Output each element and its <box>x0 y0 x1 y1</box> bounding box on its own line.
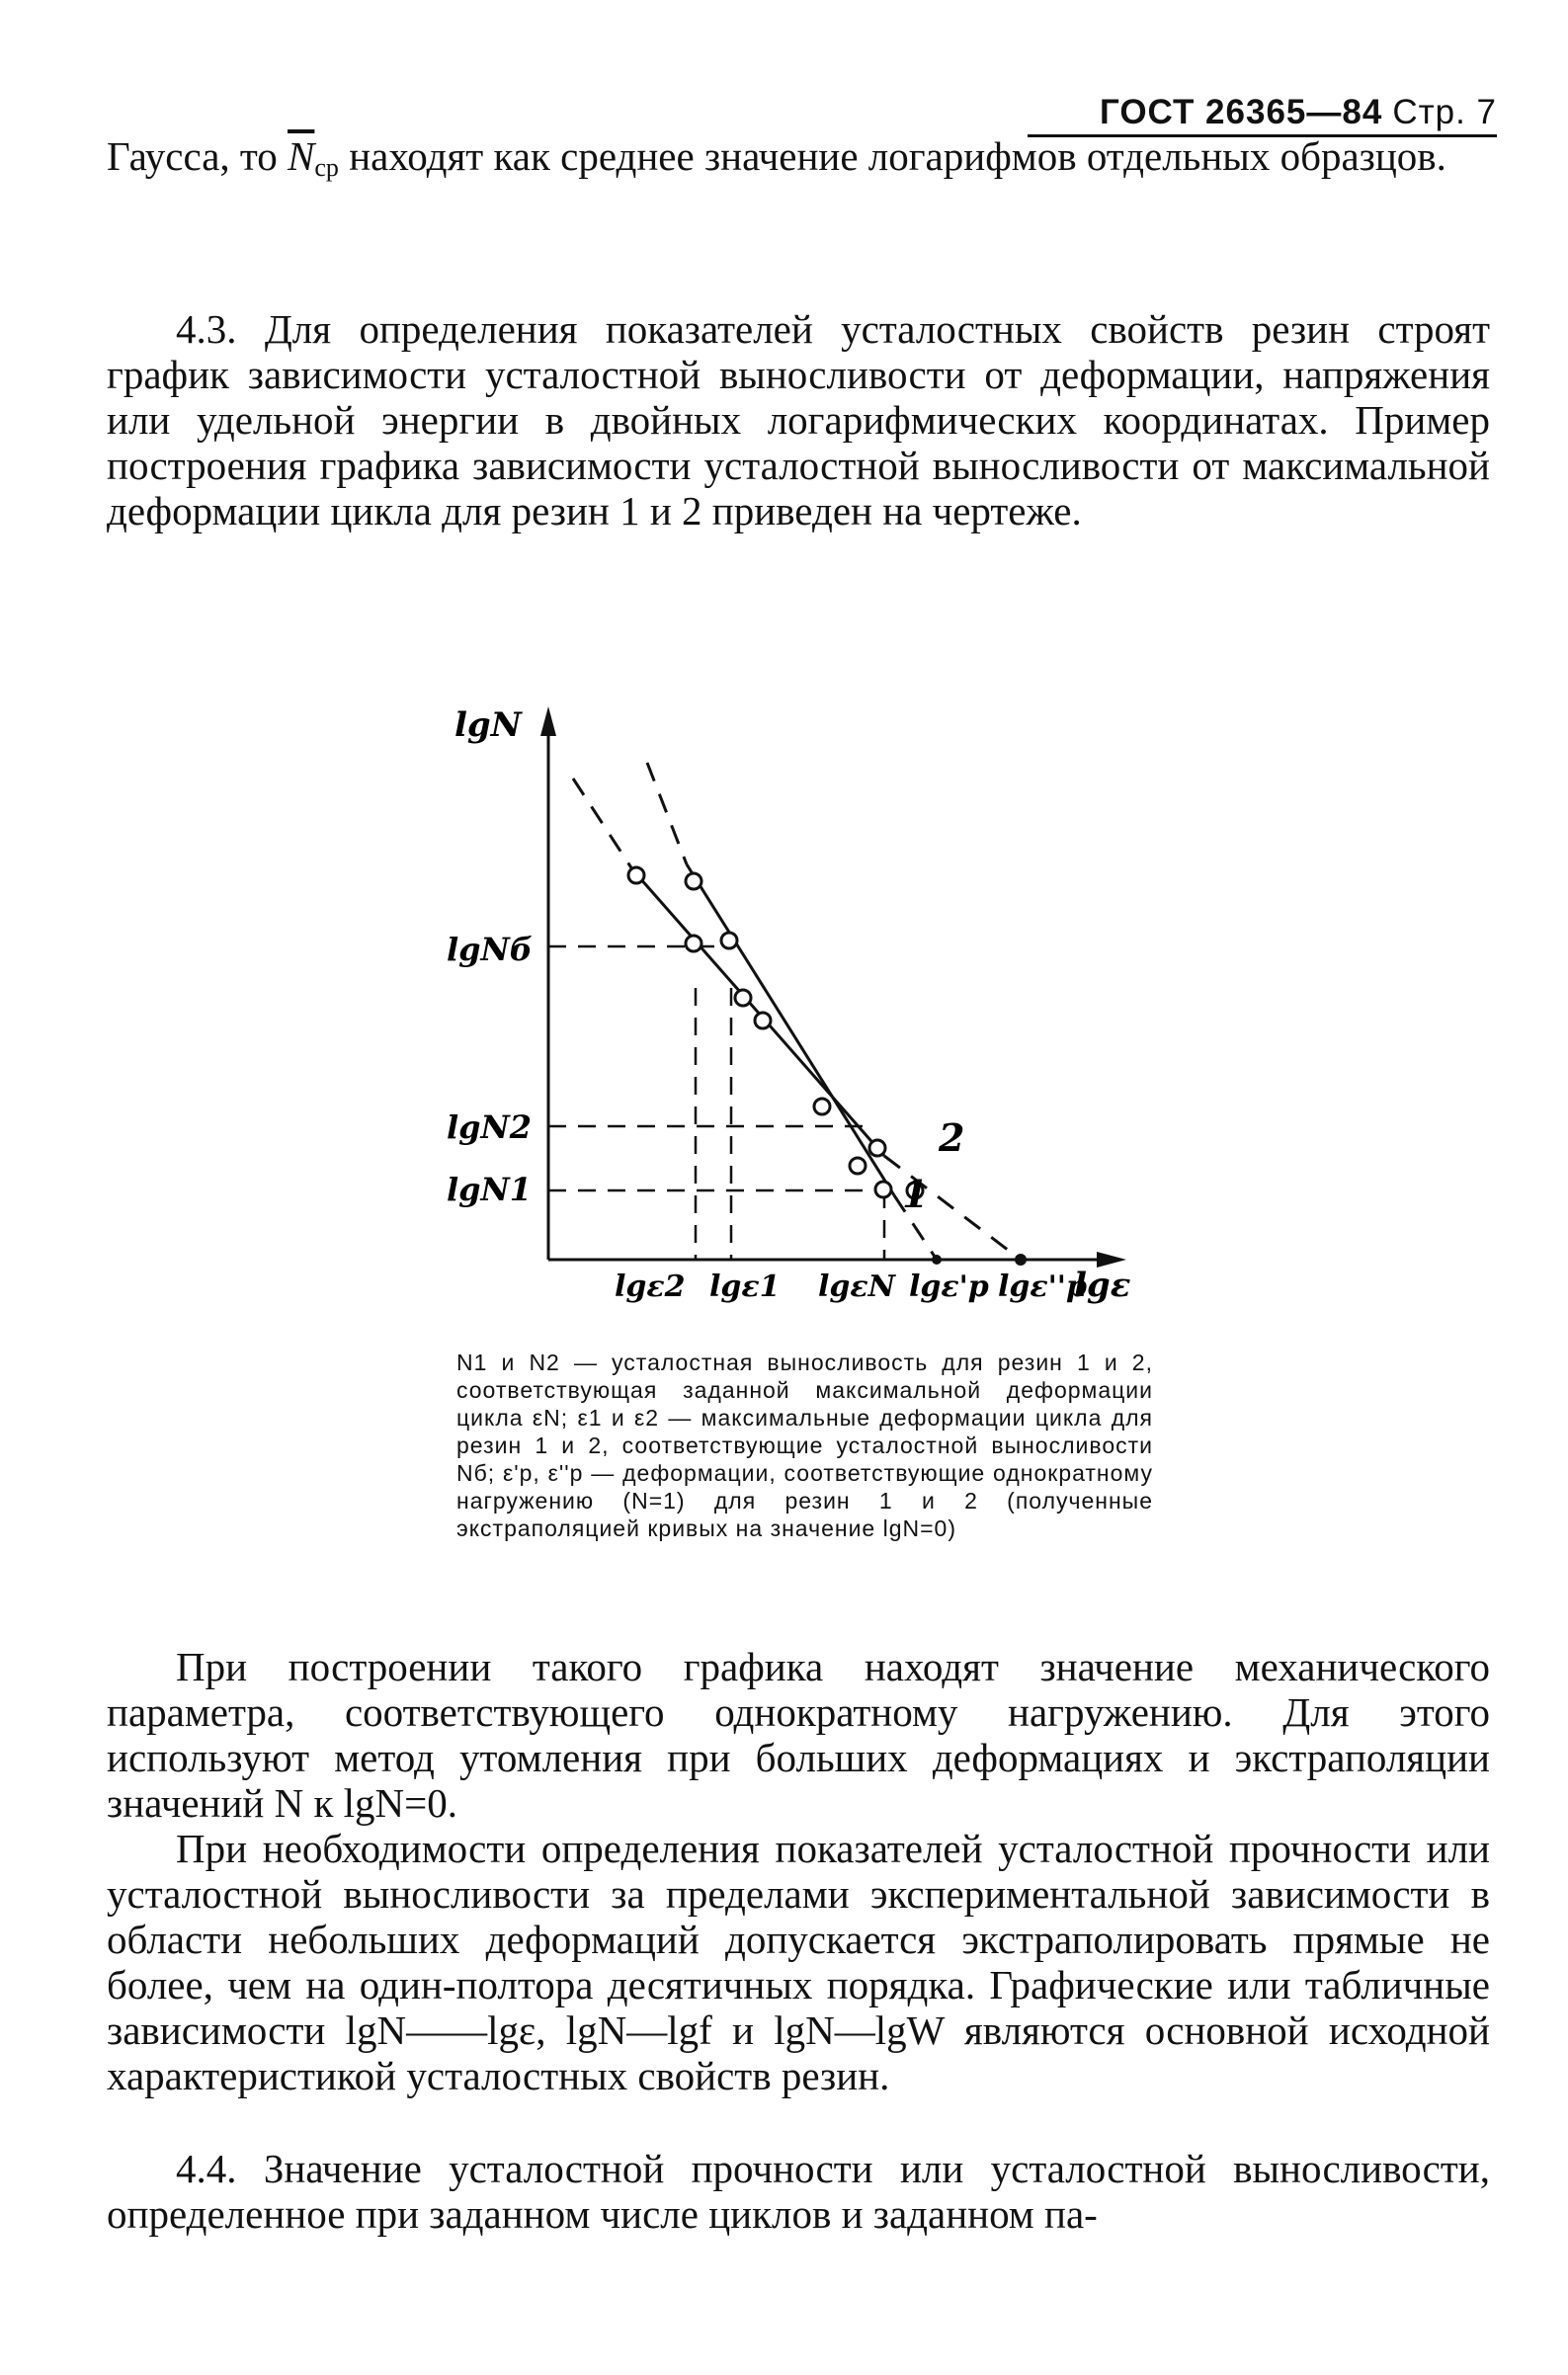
point-curve-2 <box>686 936 701 951</box>
point-curve-1 <box>735 990 751 1006</box>
paragraph-4-3: 4.3. Для определения показателей усталостных свойств резин строят график зависимости усталостной выносливости от деформации, напряжения или удельной энергии в двойных логарифмических координатах. Пример построения графика зависимости усталостной выносливости от максимальной деформации цикла для резин 1 и 2 приведен на чертеже. <box>107 306 1490 533</box>
point-curve-1 <box>850 1158 866 1174</box>
paragraph-1: Гаусса, то $\overline{N}_{ср}$ находят как среднее значение логарифмов отдельных образцов. <box>107 133 1446 182</box>
point-curve-2-intercept <box>1015 1254 1027 1266</box>
n-mean-symbol: $\overline{N}$ <box>288 133 315 179</box>
point-curve-1 <box>686 873 701 889</box>
curve-label-1: 1 <box>902 1172 929 1216</box>
x-tick-lgeN: lgεN <box>818 1269 896 1304</box>
point-curve-1 <box>875 1182 891 1197</box>
curve-1 <box>687 864 894 1195</box>
curve-2-extrapolation-top <box>573 778 632 869</box>
point-curve-2 <box>628 867 644 883</box>
y-tick-lgN2: lgN2 <box>447 1108 533 1146</box>
curve-1-extrapolation-top <box>647 763 687 864</box>
y-tick-lgN1: lgN1 <box>447 1171 533 1208</box>
paragraph-extrapolation: При построении такого графика находят значение механического параметра, соответствующего однократному нагружению. Для этого используют метод утомления при больших деформациях и экстраполяции значений N к lgN=0. <box>107 1644 1490 1826</box>
x-tick-lgep1: lgε'p <box>909 1269 989 1304</box>
point-curve-2 <box>869 1140 885 1156</box>
y-tick-lgNb: lgNб <box>447 931 533 968</box>
page-number: Стр. 7 <box>1392 93 1497 131</box>
x-tick-lge2: lgε2 <box>615 1269 686 1304</box>
x-tick-lge1: lgε1 <box>709 1269 781 1304</box>
y-axis-arrow <box>540 706 556 736</box>
page-header <box>1028 93 1497 137</box>
point-curve-1-intercept <box>932 1255 942 1265</box>
guide-lines <box>548 946 884 1260</box>
fatigue-graph <box>395 692 1205 1344</box>
point-curve-1 <box>814 1099 830 1114</box>
standard-number: ГОСТ 26365—84 <box>1099 93 1383 131</box>
point-curve-2 <box>755 1013 771 1028</box>
figure-caption: N1 и N2 — усталостная выносливость для резин 1 и 2, соответствующая заданной максимальной деформации цикла εN; ε1 и ε2 — максимальные деформации цикла для резин 1 и 2, соответствующие усталостной выносливости Nб; ε'p, ε''p — деформации, соответствующие однократному нагружению (N=1) для резин 1 и 2 (полученные экстраполяцией кривых на значение lgN=0) <box>456 1350 1153 1541</box>
curve-label-2: 2 <box>939 1115 965 1160</box>
x-tick-lgep2: lgε''p <box>998 1269 1087 1304</box>
paragraph-extrapolation-limits: При необходимости определения показателей усталостной прочности или усталостной выносливости за пределами экспериментальной зависимости в области небольших деформаций допускается экстраполировать прямые не более, чем на один-полтора десятичных порядка. Графические или табличные зависимости lgN——lgε, lgN—lgf и lgN—lgW являются основной исходной характеристикой усталостных свойств резин. <box>107 1826 1490 2098</box>
y-axis-label: lgN <box>454 705 522 745</box>
point-curve-1 <box>721 933 737 948</box>
x-axis-label: lgε <box>1074 1266 1131 1305</box>
paragraph-4-4: 4.4. Значение усталостной прочности или усталостной выносливости, определенное при заданном числе циклов и заданном па- <box>107 2146 1490 2237</box>
